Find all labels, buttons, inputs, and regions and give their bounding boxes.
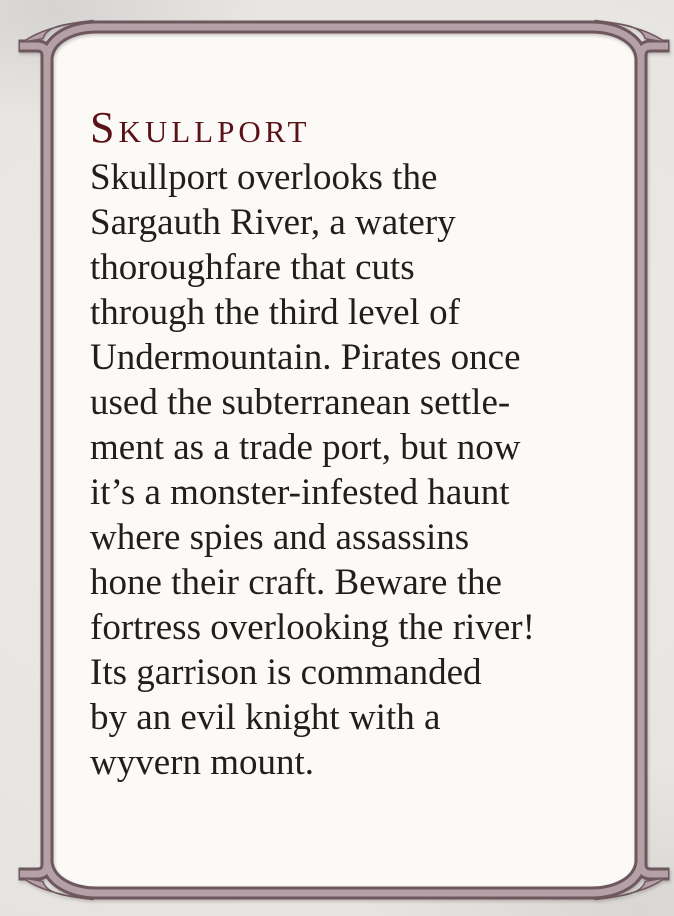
text-line: where spies and assassins [90,517,470,558]
text-line: it’s a monster-infested haunt [90,472,510,513]
text-line: fortress overlooking the river! [90,607,535,648]
sidebar-text-block [90,103,620,785]
text-line: thoroughfare that cuts [90,247,415,288]
section-title: Skullport [90,103,311,152]
text-line: used the subterranean settle- [90,382,511,423]
text-line: ment as a trade port, but now [90,427,521,468]
text-line: Undermountain. Pirates once [90,337,521,378]
text-line: Skullport overlooks the [90,157,438,198]
text-line: Sargauth River, a watery [90,202,456,243]
text-line: through the third level of [90,292,460,333]
text-line: Its garrison is commanded [90,652,482,693]
text-line: wyvern mount. [90,742,315,783]
text-line: hone their craft. Beware the [90,562,502,603]
text-line: by an evil knight with a [90,697,441,738]
description-text [90,155,620,785]
